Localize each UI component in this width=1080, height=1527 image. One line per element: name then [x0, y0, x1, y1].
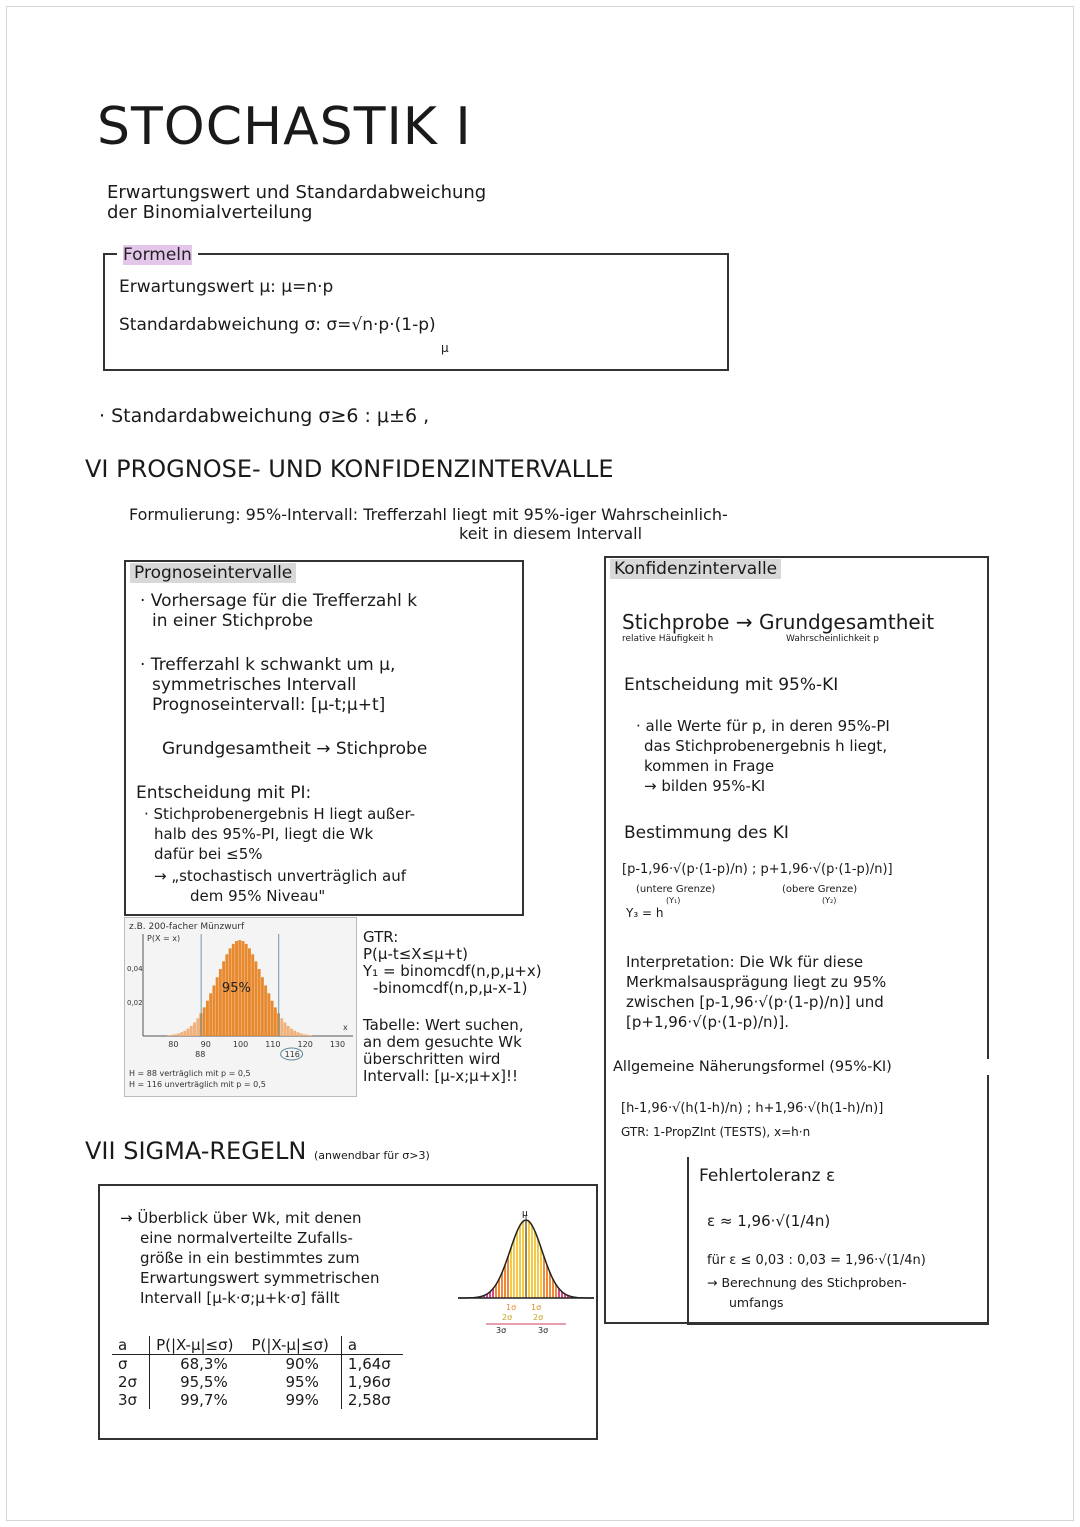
konfidenz-interp-l3: zwischen [p-1,96·√(p·(1-p)/n)] und	[626, 993, 884, 1011]
chart-x-tick: 90	[200, 1040, 211, 1049]
chart-bar	[209, 993, 212, 1036]
chart-x-tick: 80	[168, 1040, 179, 1049]
chart-note2: H = 116 unverträglich mit p = 0,5	[129, 1080, 266, 1089]
sigma-desc-l1: → Überblick über Wk, mit denen	[120, 1209, 362, 1227]
formulation-line1: Formulierung: 95%-Intervall: Trefferzahl liegt mit 95%-iger Wahrscheinlich-	[129, 505, 728, 524]
chart-x-tick: 120	[297, 1040, 313, 1049]
chart-bar	[296, 1032, 299, 1036]
konfidenz-interp-l1: Interpretation: Die Wk für diese	[626, 953, 864, 971]
binomial-chart-svg	[125, 918, 358, 1098]
chart-bar	[261, 977, 264, 1036]
bell-1s-left: 1σ	[506, 1303, 517, 1312]
section7-title-text: VII SIGMA-REGELN	[85, 1137, 307, 1165]
chart-marker-116: 116	[284, 1050, 300, 1059]
prognose-d-l5: dem 95% Niveau"	[190, 887, 326, 905]
chart-y-tick: 0,04	[127, 965, 143, 973]
prognose-d-l1: · Stichprobenergebnis H liegt außer-	[144, 805, 416, 823]
sigma-cell: 95%	[245, 1373, 341, 1391]
prognose-decision-head: Entscheidung mit PI:	[136, 783, 312, 803]
prognose-box	[124, 560, 524, 916]
std-dev-formula: Standardabweichung σ: σ=√n·p·(1-p)	[119, 315, 436, 335]
chart-bar	[293, 1031, 296, 1036]
formula-box	[103, 245, 729, 371]
sigma-cell: 99,7%	[180, 1391, 228, 1409]
notebook-page	[6, 6, 1074, 1521]
sigma-table	[112, 1336, 403, 1409]
sigma-cell: 68,3%	[180, 1355, 228, 1373]
sigma-cell: 1,96σ	[347, 1373, 391, 1391]
sigma-cell: 1,64σ	[347, 1355, 391, 1373]
prognose-b2-l2: symmetrisches Intervall	[152, 675, 357, 695]
chart-bar	[180, 1032, 183, 1036]
tolerance-formula: ε ≈ 1,96·√(1/4n)	[707, 1212, 831, 1230]
prognose-b2-l1: · Trefferzahl k schwankt um μ,	[140, 655, 396, 675]
chart-title: z.B. 200-facher Münzwurf	[129, 922, 245, 932]
sigma-th-b: a	[341, 1336, 402, 1355]
std-dev-note: · Standardabweichung σ≥6 : μ±6 ,	[99, 405, 430, 427]
sigma-cell: σ	[112, 1355, 150, 1374]
chart-bar	[170, 1035, 173, 1036]
tolerance-ex-l2: → Berechnung des Stichproben-	[707, 1275, 907, 1290]
chart-bar	[203, 1007, 206, 1036]
chart-bar	[271, 1001, 274, 1036]
gtr-l3: -binomcdf(n,p,μ-x-1)	[373, 979, 528, 997]
chart-bar	[196, 1018, 199, 1036]
sigma-th-a: a	[112, 1336, 150, 1355]
subtitle-line2: der Binomialverteilung	[107, 202, 313, 223]
prognose-b1-l1: · Vorhersage für die Trefferzahl k	[140, 591, 418, 611]
chart-bar	[212, 985, 215, 1036]
konfidenz-sample-flow	[622, 610, 934, 634]
sigma-desc-l3: größe in ein bestimmtes zum	[140, 1249, 360, 1267]
bell-1s-right: 1σ	[531, 1303, 542, 1312]
gtr-l2: Y₁ = binomcdf(n,p,μ+x)	[363, 962, 542, 980]
sigma-desc-l5: Intervall [μ-k·σ;μ+k·σ] fällt	[140, 1289, 340, 1307]
tolerance-ex-l1: für ε ≤ 0,03 : 0,03 = 1,96·√(1/4n)	[707, 1253, 926, 1268]
arrow-icon: →	[735, 610, 753, 634]
sigma-desc-l2: eine normalverteilte Zufalls-	[140, 1229, 353, 1247]
page-title: STOCHASTIK I	[97, 97, 472, 157]
chart-xlabel: x	[343, 1023, 348, 1032]
prognose-d-l2: halb des 95%-PI, liegt die Wk	[154, 825, 374, 843]
chart-bar	[206, 1001, 209, 1036]
bell-mu-label: μ	[522, 1209, 528, 1219]
konfidenz-interp-l2: Merkmalsausprägung liegt zu 95%	[626, 973, 887, 991]
konfidenz-decision: Entscheidung mit 95%-KI	[624, 675, 839, 695]
sigma-cell: 95,5%	[180, 1373, 228, 1391]
gtr-notes	[363, 929, 603, 1085]
konfidenz-b-l1: · alle Werte für p, in deren 95%-PI	[636, 717, 890, 735]
chart-bar	[216, 977, 219, 1036]
chart-bar	[280, 1018, 283, 1036]
konfidenz-b-l3: kommen in Frage	[644, 757, 775, 775]
subtitle	[107, 183, 647, 223]
formula-label: Formeln	[117, 245, 198, 265]
mu-mark: μ	[441, 341, 449, 355]
gtr-t2: an dem gesuchte Wk	[363, 1033, 522, 1051]
chart-bar	[183, 1031, 186, 1036]
konfidenz-interp-l4: [p+1,96·√(p·(1-p)/n)].	[626, 1013, 790, 1031]
prognose-heading: Prognoseintervalle	[130, 564, 296, 583]
chart-x-tick: 130	[329, 1040, 346, 1049]
chart-bar	[193, 1022, 196, 1036]
table-row	[112, 1391, 403, 1409]
chart-bar	[303, 1034, 306, 1036]
sigma-th-p2: P(|X-μ|≤σ)	[245, 1336, 341, 1355]
konfidenz-b-l2: das Stichprobenergebnis h liegt,	[644, 737, 888, 755]
general-formula-heading: Allgemeine Näherungsformel (95%-KI)	[613, 1059, 993, 1075]
gtr-t1: Tabelle: Wert suchen,	[363, 1016, 524, 1034]
bell-2s-left: 2σ	[502, 1313, 513, 1322]
konfidenz-y2: (Y₂)	[822, 896, 837, 905]
subtitle-line1: Erwartungswert und Standardabweichung	[107, 182, 487, 203]
chart-bar	[258, 969, 261, 1036]
prognose-b1-l2: in einer Stichprobe	[152, 611, 314, 631]
chart-bar	[287, 1026, 290, 1036]
chart-bar	[300, 1033, 303, 1036]
konfidenz-b-l4: → bilden 95%-KI	[644, 777, 766, 795]
konfidenz-upper: (obere Grenze)	[782, 884, 858, 895]
chart-bar	[274, 1007, 277, 1036]
prognose-interval: Prognoseintervall: [μ-t;μ+t]	[152, 695, 386, 715]
konfidenz-lower: (untere Grenze)	[636, 884, 716, 895]
konfidenz-bestimmung: Bestimmung des KI	[624, 823, 789, 843]
prognose-d-l4: → „stochastisch unverträglich auf	[154, 867, 407, 885]
chart-bar	[254, 961, 257, 1036]
sample-sub: relative Häufigkeit h	[622, 634, 714, 644]
prognose-d-l3: dafür bei ≤5%	[154, 845, 263, 863]
tolerance-heading: Fehlertoleranz ε	[699, 1166, 836, 1186]
chart-bar	[167, 1035, 170, 1036]
population-label: Grundgesamtheit	[758, 610, 935, 634]
chart-bar	[306, 1035, 309, 1036]
konfidenz-interval: [p-1,96·√(p·(1-p)/n) ; p+1,96·√(p·(1-p)/n)]	[622, 862, 893, 877]
chart-bar	[284, 1022, 287, 1036]
bell-3s-left: 3σ	[496, 1326, 507, 1335]
formulation-line2: keit in diesem Intervall	[459, 524, 643, 543]
konfidenz-heading: Konfidenzintervalle	[610, 560, 781, 579]
sigma-box	[98, 1184, 598, 1440]
chart-bar	[264, 985, 267, 1036]
formulation	[129, 505, 969, 543]
section6-title: VI PROGNOSE- UND KONFIDENZINTERVALLE	[85, 455, 614, 483]
population-sub: Wahrscheinlichkeit p	[786, 634, 880, 644]
chart-y-ticks	[127, 965, 143, 1007]
sigma-cell: 99%	[245, 1391, 341, 1409]
section7-title	[85, 1137, 430, 1165]
chart-bar	[309, 1035, 312, 1036]
gtr-l1: P(μ-t≤X≤μ+t)	[363, 945, 468, 963]
konfidenz-y3: Y₃ = h	[626, 906, 664, 920]
chart-ylabel: P(X = x)	[147, 934, 181, 943]
sigma-desc-l4: Erwartungswert symmetrischen	[140, 1269, 380, 1287]
gtr-propzint: GTR: 1-PropZInt (TESTS), x=h·n	[621, 1125, 811, 1139]
sample-label: Stichprobe	[622, 610, 730, 634]
gtr-t4: Intervall: [μ-x;μ+x]!!	[363, 1067, 519, 1085]
bell-3s-right: 3σ	[538, 1326, 549, 1335]
konfidenz-y1: (Y₁)	[666, 896, 681, 905]
chart-x-tick: 110	[265, 1040, 281, 1049]
chart-bar	[267, 993, 270, 1036]
chart-bar	[174, 1034, 177, 1036]
sigma-th-p1: P(|X-μ|≤σ)	[150, 1336, 246, 1355]
sigma-cell: 90%	[245, 1355, 341, 1374]
gtr-t3: überschritten wird	[363, 1050, 501, 1068]
sigma-cell: 2,58σ	[347, 1391, 391, 1409]
chart-x-ticks	[168, 1040, 345, 1049]
sigma-cell: 3σ	[112, 1391, 150, 1409]
bell-curve-illustration	[456, 1206, 596, 1336]
table-row	[112, 1373, 403, 1391]
chart-bar	[290, 1029, 293, 1036]
binomial-chart	[124, 917, 357, 1097]
tolerance-box	[687, 1157, 989, 1325]
bell-2s-right: 2σ	[533, 1313, 544, 1322]
chart-y-tick: 0,02	[127, 999, 143, 1007]
tolerance-ex-l3: umfangs	[729, 1295, 784, 1310]
chart-bar	[187, 1029, 190, 1036]
table-row	[112, 1355, 403, 1374]
chart-bar	[251, 954, 254, 1036]
chart-highlight-label: 95%	[221, 980, 251, 996]
chart-note1: H = 88 verträglich mit p = 0,5	[129, 1069, 251, 1078]
sigma-cell: 2σ	[112, 1373, 150, 1391]
expected-value-formula: Erwartungswert μ: μ=n·p	[119, 277, 334, 297]
chart-bar	[177, 1033, 180, 1036]
chart-bar	[219, 969, 222, 1036]
chart-x-tick: 100	[232, 1040, 249, 1049]
gtr-head: GTR:	[363, 928, 399, 946]
chart-marker-88: 88	[195, 1050, 206, 1059]
chart-bar	[222, 961, 225, 1036]
general-formula: [h-1,96·√(h(1-h)/n) ; h+1,96·√(h(1-h)/n)]	[621, 1101, 884, 1116]
chart-bar	[190, 1026, 193, 1036]
prognose-flow: Grundgesamtheit → Stichprobe	[162, 739, 428, 759]
section7-subtitle: (anwendbar für σ>3)	[313, 1149, 430, 1162]
sigma-table-header	[112, 1336, 403, 1355]
